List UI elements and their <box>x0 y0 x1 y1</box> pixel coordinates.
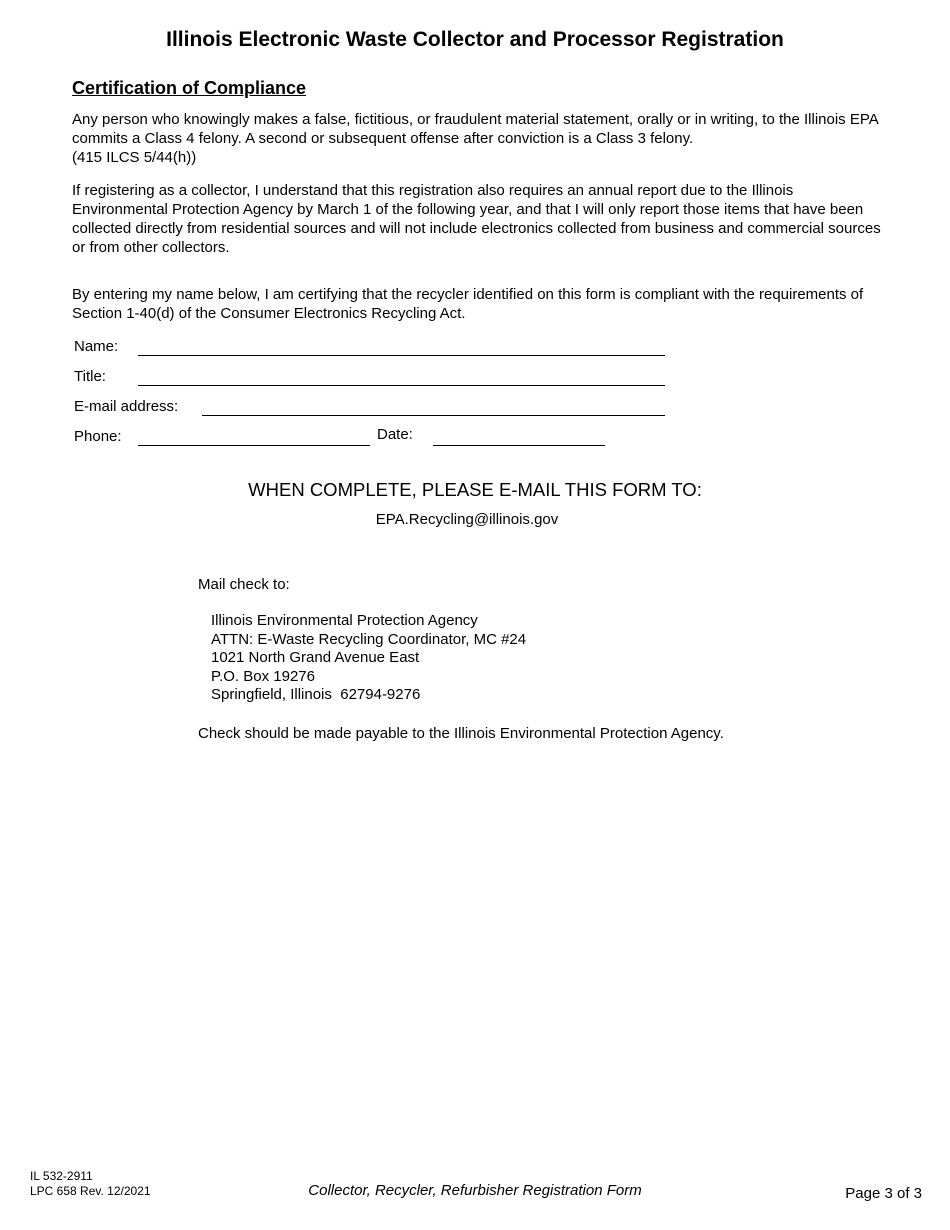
felony-paragraph <box>72 110 887 167</box>
name-field[interactable] <box>138 355 665 356</box>
phone-label: Phone: <box>74 428 122 445</box>
payable-note: Check should be made payable to the Illinois Environmental Protection Agency. <box>198 725 724 742</box>
title-label: Title: <box>74 368 106 385</box>
email-field[interactable] <box>202 415 665 416</box>
felony-text: Any person who knowingly makes a false, fictitious, or fraudulent material statement, orally or in writing, to the Illinois EPA commits a Class 4 felony. A second or subsequent offense after conviction is a Class 3 felony. <box>72 111 878 147</box>
felony-citation: (415 ILCS 5/44(h)) <box>72 149 197 166</box>
submission-email: EPA.Recycling@illinois.gov <box>375 511 559 528</box>
section-heading: Certification of Compliance <box>72 78 307 98</box>
address-line: 1021 North Grand Avenue East <box>211 649 420 667</box>
name-label: Name: <box>74 338 119 355</box>
form-revision-line: LPC 658 Rev. 12/2021 <box>30 1184 151 1198</box>
mail-check-intro: Mail check to: <box>198 576 290 593</box>
address-line: ATTN: E-Waste Recycling Coordinator, MC #24 <box>211 630 527 648</box>
certification-statement: By entering my name below, I am certifying that the recycler identified on this form is compliant with the requirements of Section 1-40(d) of the Consumer Electronics Recycling Act. <box>72 286 864 322</box>
address-line: Illinois Environmental Protection Agency <box>211 612 478 629</box>
address-line: P.O. Box 19276 <box>211 667 315 685</box>
date-field[interactable] <box>433 445 605 446</box>
page-number: Page 3 of 3 <box>845 1185 922 1202</box>
page-title: Illinois Electronic Waste Collector and Processor Registration <box>166 28 784 51</box>
submission-heading: WHEN COMPLETE, PLEASE E-MAIL THIS FORM TO: <box>248 479 702 500</box>
mailing-address <box>211 612 526 705</box>
email-label: E-mail address: <box>74 398 179 415</box>
form-name: Collector, Recycler, Refurbisher Registration Form <box>308 1182 642 1199</box>
title-field[interactable] <box>138 385 665 386</box>
collector-notice: If registering as a collector, I understand that this registration also requires an annual report due to the Illinois Environmental Protection Agency by March 1 of the following year, and that I will only report those items that have been collected directly from residential sources and will not include electronics collected from business and commercial sources or from other collectors. <box>72 182 881 256</box>
address-line: Springfield, Illinois 62794-9276 <box>211 686 421 704</box>
date-label: Date: <box>377 426 413 443</box>
phone-field[interactable] <box>138 445 370 446</box>
form-id-line: IL 532-2911 <box>30 1169 93 1183</box>
